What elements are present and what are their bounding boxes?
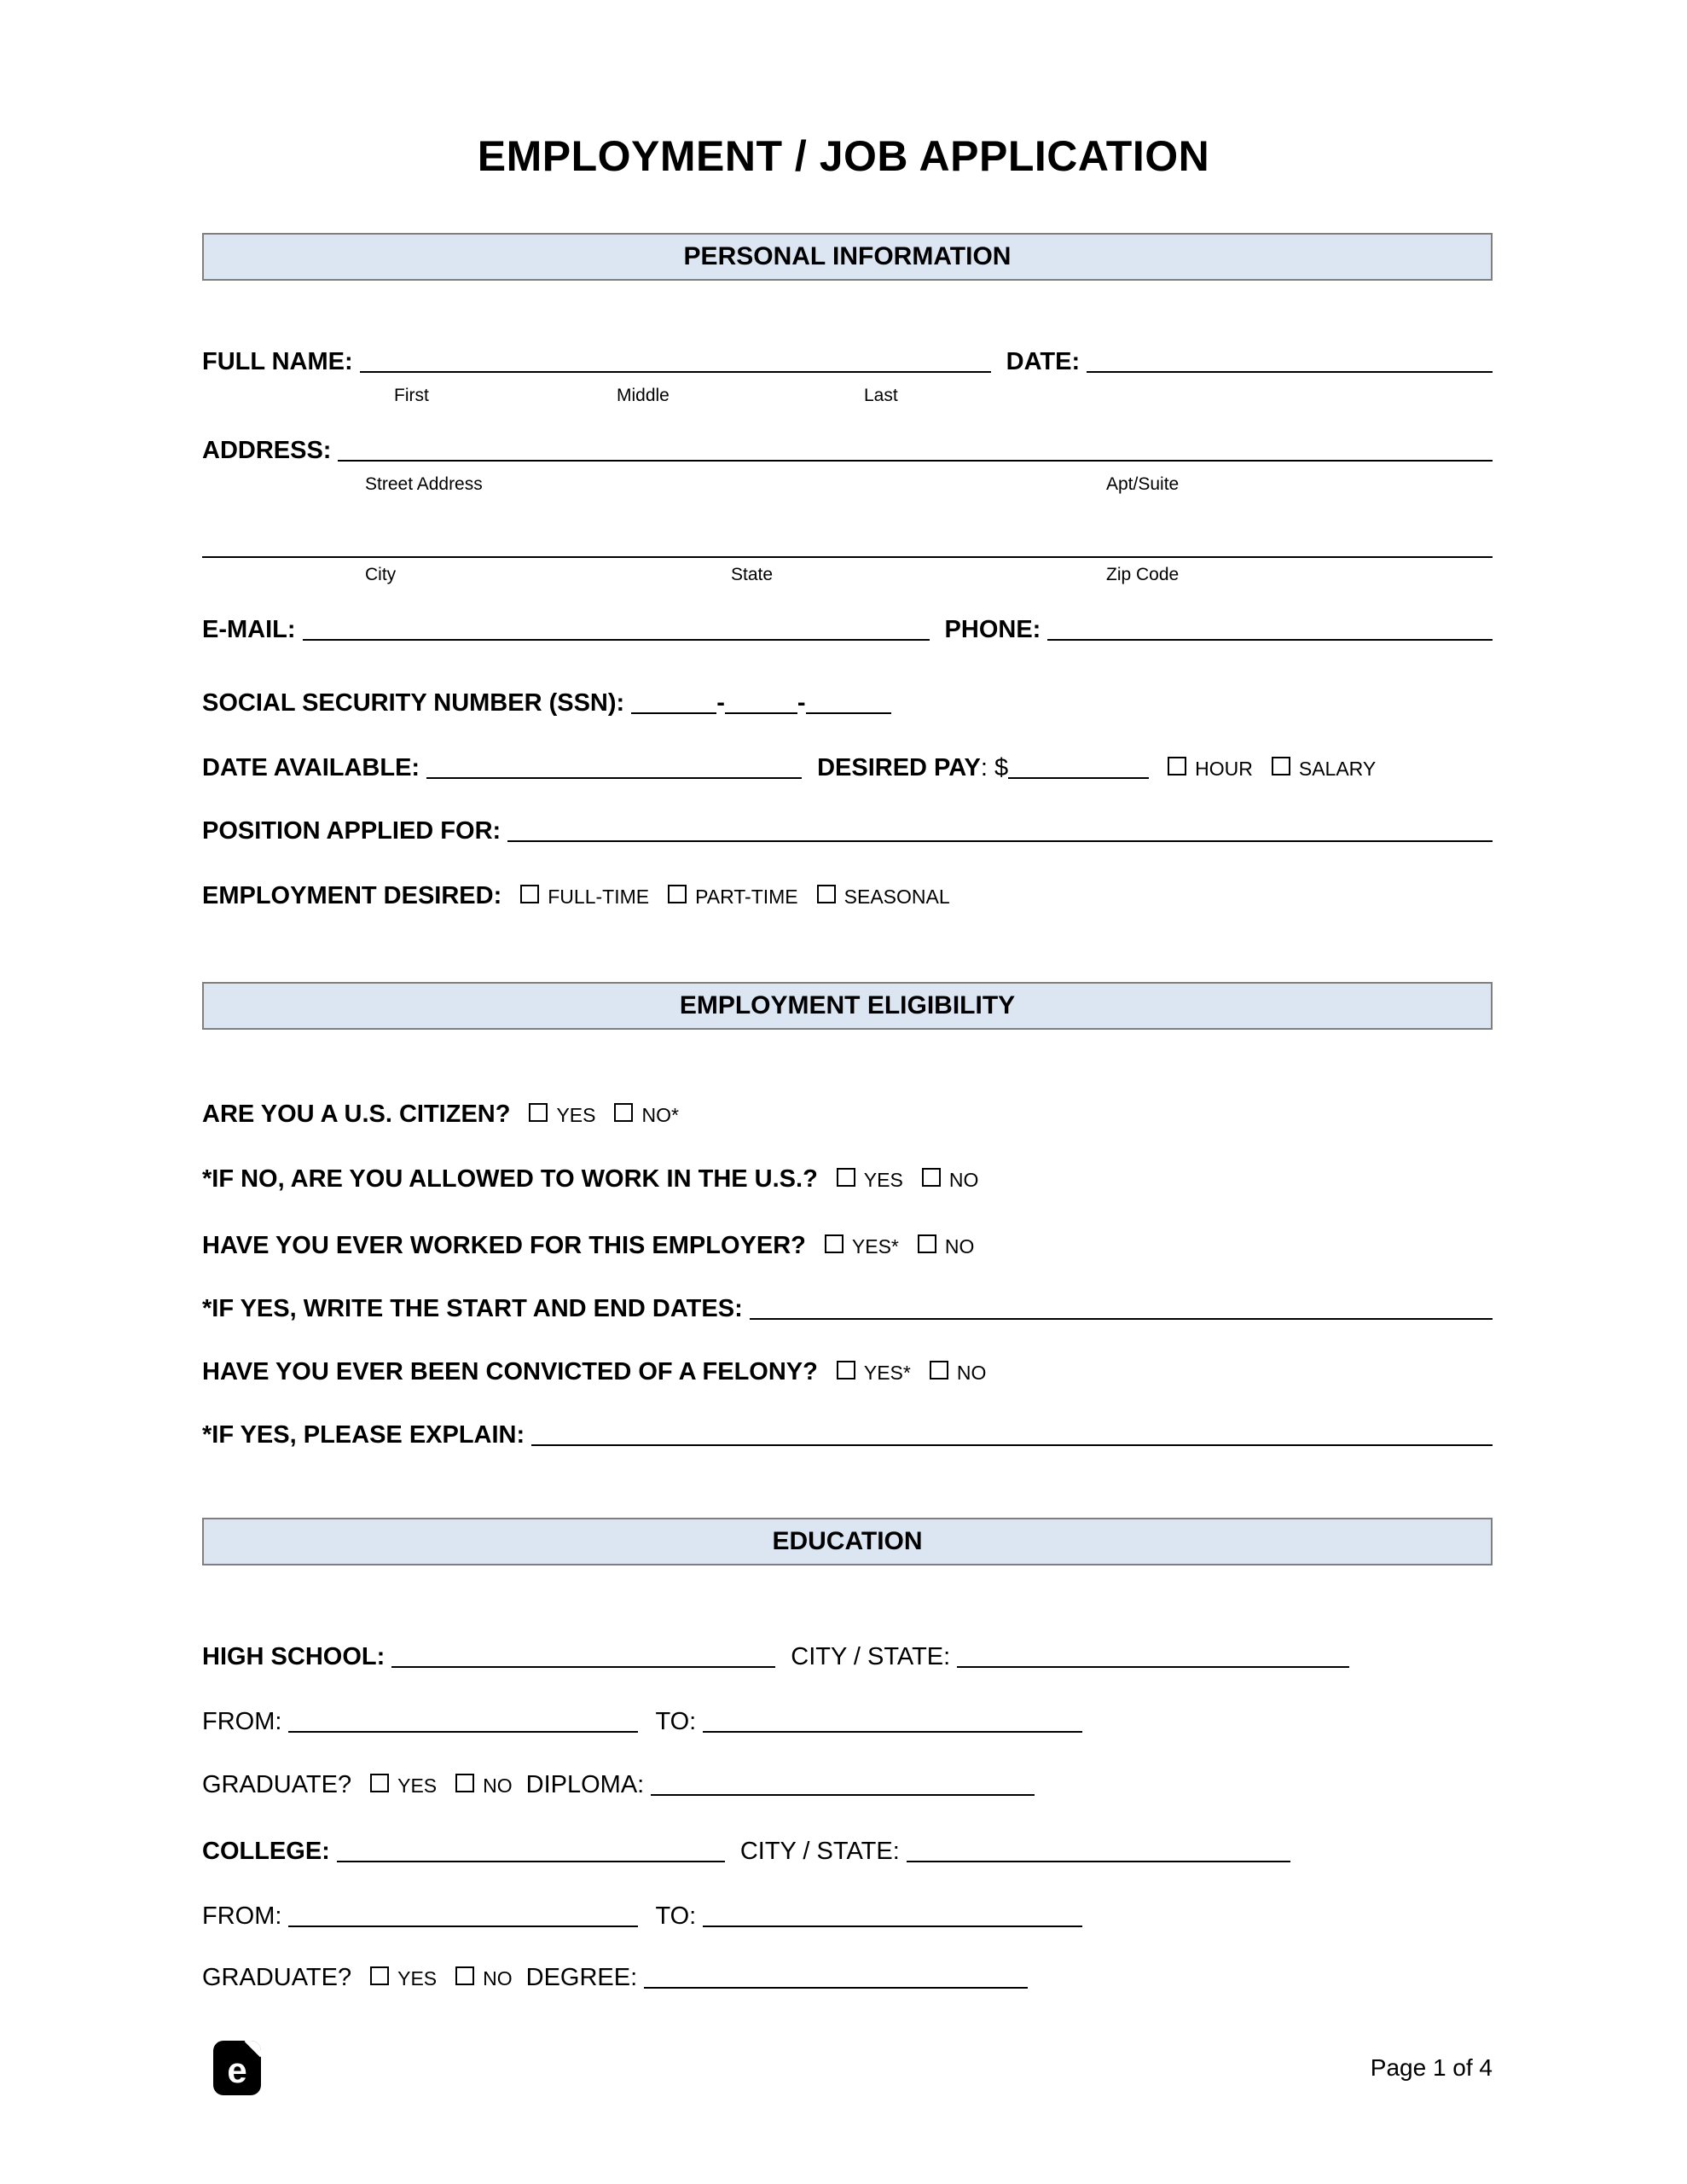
worked-no-label: NO [944,1235,975,1258]
worked-yes-label: YES* [851,1235,899,1258]
eforms-logo [213,2041,261,2095]
worked-before-label: HAVE YOU EVER WORKED FOR THIS EMPLOYER? [202,1232,806,1259]
phone-label: PHONE: [944,616,1041,643]
college-from-field[interactable] [288,1926,638,1927]
felony-no-label: NO [956,1362,987,1384]
college-city-state-label: CITY / STATE: [739,1838,900,1865]
college-to-label: TO: [655,1902,697,1930]
employment-desired-label: EMPLOYMENT DESIRED: [202,882,502,909]
seasonal-checkbox[interactable] [817,885,836,903]
allowed-to-work-row [202,1165,1493,1194]
felony-question-label: HAVE YOU EVER BEEN CONVICTED OF A FELONY? [202,1358,818,1385]
felony-question-row [202,1358,1493,1386]
citizen-question-label: ARE YOU A U.S. CITIZEN? [202,1101,511,1128]
sublabel-apt-suite: Apt/Suite [1106,474,1180,494]
email-phone-row [202,616,1493,644]
position-applied-field[interactable] [507,840,1493,842]
college-graduate-yes-checkbox[interactable] [370,1966,389,1985]
worked-before-row [202,1232,1493,1260]
felony-yes-checkbox[interactable] [837,1361,855,1380]
diploma-field[interactable] [651,1794,1035,1796]
allowed-no-label: NO [948,1169,979,1191]
allowed-yes-label: YES [863,1169,903,1191]
felony-yes-label: YES* [863,1362,911,1384]
section-header-education [202,1518,1493,1565]
date-label: DATE: [1006,348,1081,375]
ssn-row [202,689,1493,717]
college-city-state-field[interactable] [907,1861,1290,1862]
part-time-label: PART-TIME [695,886,798,908]
date-available-field[interactable] [426,777,802,779]
sublabel-middle: Middle [617,386,670,405]
desired-pay-label: DESIRED PAY [817,754,981,781]
hs-city-state-label: CITY / STATE: [791,1643,951,1670]
high-school-row [202,1643,1493,1671]
sublabel-city: City [365,565,397,584]
hs-city-state-field[interactable] [957,1666,1349,1668]
name-sublabels-row [202,386,1493,410]
hs-graduate-yes-checkbox[interactable] [370,1774,389,1792]
date-available-row [202,754,1493,782]
pay-salary-label: SALARY [1298,758,1377,780]
date-field[interactable] [1087,371,1493,373]
date-available-label: DATE AVAILABLE: [202,754,420,781]
pay-hour-label: HOUR [1195,758,1253,780]
college-graduate-no-label: NO [483,1967,513,1989]
degree-field[interactable] [644,1987,1028,1989]
section-title-education: EDUCATION [772,1527,923,1555]
ssn-separator-2: - [797,689,806,717]
section-title-eligibility: EMPLOYMENT ELIGIBILITY [679,991,1016,1019]
college-graduate-no-checkbox[interactable] [455,1966,474,1985]
employment-desired-row [202,882,1493,910]
ssn-field-3[interactable] [806,712,891,714]
college-label: COLLEGE: [202,1838,330,1865]
page-title: EMPLOYMENT / JOB APPLICATION [477,132,1210,180]
ssn-field-2[interactable] [725,712,797,714]
ssn-field-1[interactable] [631,712,716,714]
section-header-personal-information [202,233,1493,281]
college-graduate-label: GRADUATE? [202,1964,352,1991]
high-school-label: HIGH SCHOOL: [202,1643,386,1670]
citizen-question-row [202,1101,1493,1129]
section-header-employment-eligibility [202,982,1493,1030]
hs-graduate-no-checkbox[interactable] [455,1774,474,1792]
ssn-separator-1: - [716,689,725,717]
page-indicator: Page 1 of 4 [1370,2054,1493,2081]
start-end-dates-field[interactable] [750,1318,1493,1320]
email-field[interactable] [303,639,930,641]
felony-explain-field[interactable] [531,1444,1493,1446]
high-school-field[interactable] [391,1666,775,1668]
address-street-field[interactable] [338,460,1493,462]
sublabel-last: Last [864,386,898,405]
allowed-yes-checkbox[interactable] [837,1168,855,1187]
eforms-logo-letter: e [227,2050,247,2090]
hs-graduate-yes-label: YES [397,1774,438,1797]
address-line2-row [202,553,1493,555]
citizen-yes-label: YES [556,1104,596,1126]
city-state-zip-sublabels-row [202,565,1493,589]
citizen-no-checkbox[interactable] [614,1103,633,1122]
full-name-field[interactable] [360,371,991,373]
desired-pay-suffix: : $ [980,754,1009,781]
college-field[interactable] [337,1861,725,1862]
full-time-label: FULL-TIME [548,886,650,908]
ssn-label: SOCIAL SECURITY NUMBER (SSN): [202,689,625,717]
hs-from-field[interactable] [288,1731,638,1733]
sublabel-state: State [731,565,774,584]
position-applied-label: POSITION APPLIED FOR: [202,817,501,845]
worked-yes-checkbox[interactable] [825,1234,844,1253]
hs-from-to-row [202,1708,1493,1736]
diploma-label: DIPLOMA: [525,1771,645,1798]
hs-to-label: TO: [655,1708,697,1735]
phone-field[interactable] [1047,639,1493,641]
email-label: E-MAIL: [202,616,296,643]
pay-salary-checkbox[interactable] [1272,757,1290,775]
felony-no-checkbox[interactable] [930,1361,948,1380]
college-graduate-yes-label: YES [397,1967,438,1989]
hs-graduate-no-label: NO [483,1774,513,1797]
allowed-no-checkbox[interactable] [922,1168,941,1187]
hs-graduate-label: GRADUATE? [202,1771,352,1798]
hs-graduate-row [202,1771,1493,1799]
start-end-dates-label: *IF YES, WRITE THE START AND END DATES: [202,1295,743,1322]
desired-pay-field[interactable] [1008,777,1149,779]
allowed-to-work-label: *IF NO, ARE YOU ALLOWED TO WORK IN THE U.S.? [202,1165,818,1193]
worked-no-checkbox[interactable] [918,1234,936,1253]
citizen-yes-checkbox[interactable] [529,1103,548,1122]
college-row [202,1838,1493,1866]
college-from-label: FROM: [202,1902,282,1930]
address-row [202,437,1493,465]
full-name-row [202,348,1493,376]
hs-from-label: FROM: [202,1708,282,1735]
college-from-to-row [202,1902,1493,1931]
address-city-state-zip-field[interactable] [202,556,1493,558]
sublabel-zip-code: Zip Code [1106,565,1180,584]
sublabel-street-address: Street Address [365,474,483,494]
address-label: ADDRESS: [202,437,332,464]
pay-hour-checkbox[interactable] [1168,757,1186,775]
hs-to-field[interactable] [703,1731,1082,1733]
start-end-dates-row [202,1295,1493,1323]
college-graduate-row [202,1964,1493,1992]
address-sublabels-row [202,474,1493,498]
college-to-field[interactable] [703,1926,1082,1927]
part-time-checkbox[interactable] [668,885,687,903]
degree-label: DEGREE: [525,1964,638,1991]
full-time-checkbox[interactable] [520,885,539,903]
sublabel-first: First [394,386,429,405]
full-name-label: FULL NAME: [202,348,353,375]
citizen-no-label: NO* [641,1104,679,1126]
position-applied-row [202,817,1493,845]
section-title-personal: PERSONAL INFORMATION [683,242,1012,270]
felony-explain-row [202,1421,1493,1449]
felony-explain-label: *IF YES, PLEASE EXPLAIN: [202,1421,525,1449]
seasonal-label: SEASONAL [844,886,950,908]
